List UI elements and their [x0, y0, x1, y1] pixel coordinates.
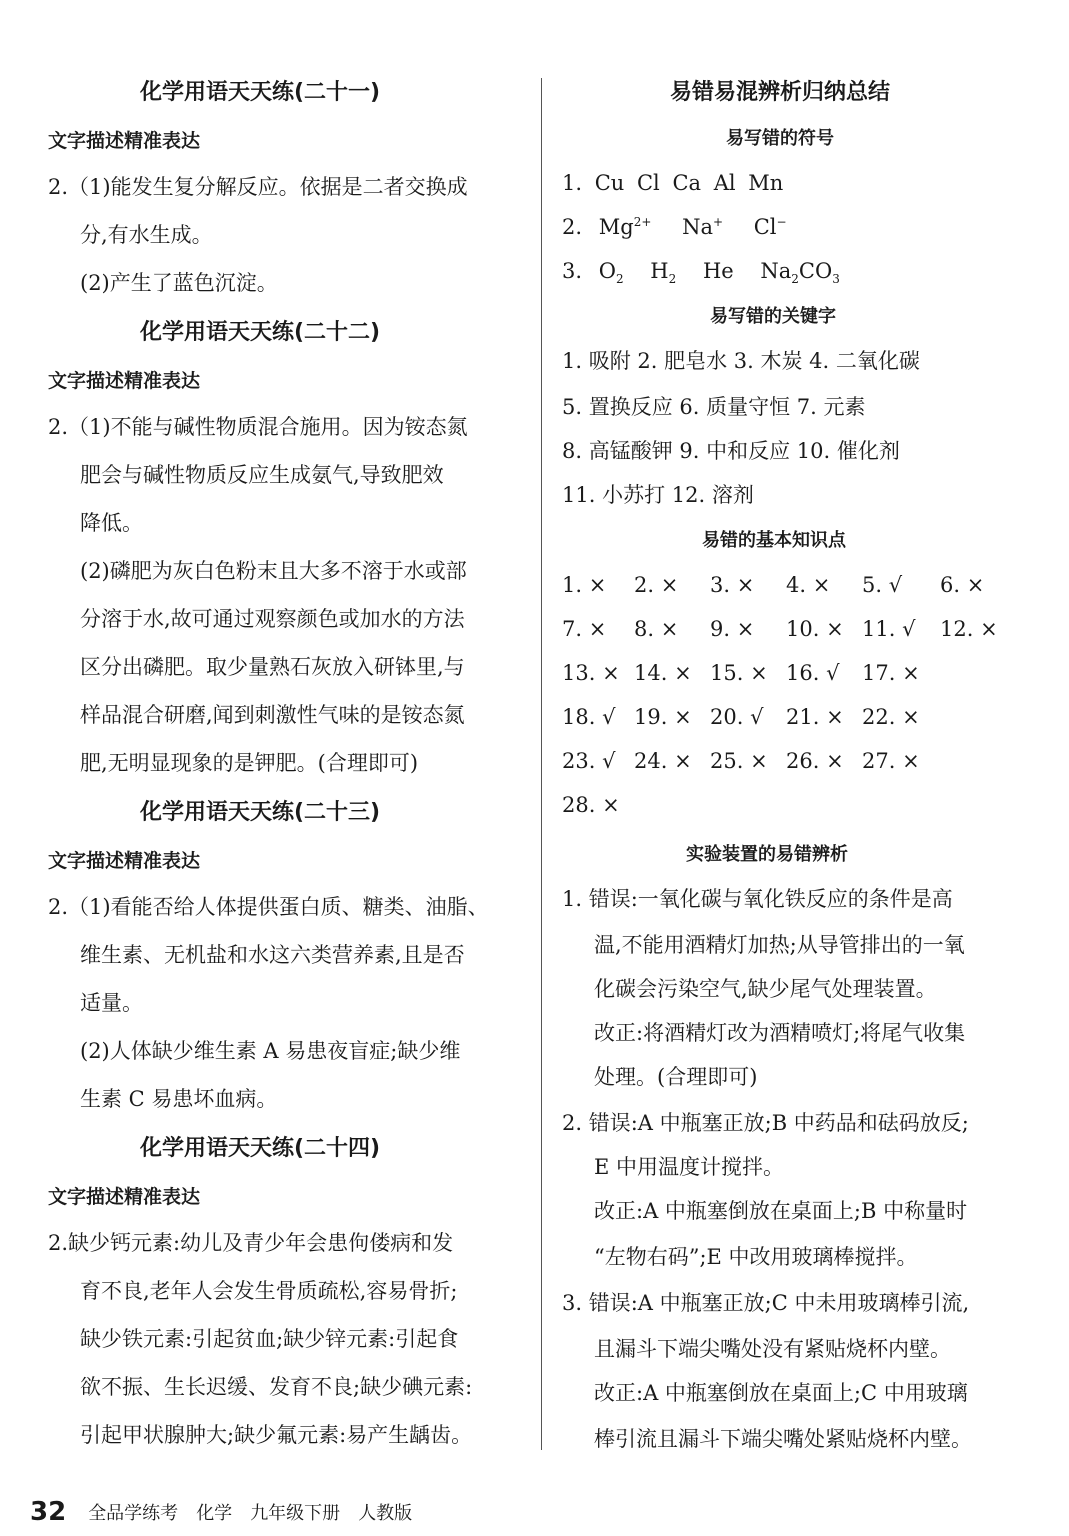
answer-mark: 10. ×: [786, 617, 844, 641]
charge: +: [712, 215, 724, 229]
answer-mark: 5. √: [862, 573, 903, 597]
symbols-line-1: 1. Cu Cl Ca Al Mn: [562, 171, 784, 195]
subscript: 2: [791, 272, 799, 287]
keyword-line: 1. 吸附 2. 肥皂水 3. 木炭 4. 二氧化碳: [562, 349, 920, 373]
subscript: 2: [615, 272, 624, 287]
keyword-line: 8. 高锰酸钾 9. 中和反应 10. 催化剂: [562, 439, 900, 463]
answer-mark: 3. ×: [710, 573, 755, 597]
text-line: 肥,无明显现象的是钾肥。(合理即可): [80, 751, 419, 775]
subheading-apparatus: 实验装置的易错辨析: [686, 844, 848, 865]
section-title-22: 化学用语天天练(二十二): [140, 320, 381, 345]
text-line: 2.（1)能发生复分解反应。依据是二者交换成: [48, 175, 468, 199]
subheading-23: 文字描述精准表达: [48, 850, 201, 872]
answer-mark: 20. √: [710, 705, 764, 729]
text-line: 生素 C 易患坏血病。: [80, 1087, 278, 1111]
section-title-21: 化学用语天天练(二十一): [140, 80, 381, 105]
item-number: 3.: [562, 259, 583, 283]
answer-mark: 28. ×: [562, 793, 620, 817]
item-number: 2.: [562, 215, 583, 239]
subscript: 2: [668, 272, 677, 287]
page-footer: [30, 1492, 430, 1532]
section-title-23: 化学用语天天练(二十三): [140, 800, 381, 825]
formula-part: CO: [798, 259, 833, 283]
text-line: 3. 错误:A 中瓶塞正放;C 中未用玻璃棒引流,: [562, 1291, 970, 1315]
answer-mark: 19. ×: [634, 705, 692, 729]
text-line: 改正:A 中瓶塞倒放在桌面上;B 中称量时: [594, 1199, 968, 1223]
text-line: “左物右码”;E 中改用玻璃棒搅拌。: [594, 1245, 918, 1269]
footer-book: 全品学练考: [88, 1503, 179, 1524]
subheading-keywords: 易写错的关键字: [710, 306, 836, 327]
subscript: 3: [832, 272, 840, 287]
answer-mark: 15. ×: [710, 661, 768, 685]
column-divider: [541, 78, 542, 1450]
text-line: 缺少铁元素:引起贫血;缺少锌元素:引起食: [80, 1327, 459, 1351]
text-line: 改正:A 中瓶塞倒放在桌面上;C 中用玻璃: [594, 1381, 968, 1405]
text-line: (2)产生了蓝色沉淀。: [80, 271, 278, 295]
text-line: 且漏斗下端尖嘴处没有紧贴烧杯内壁。: [594, 1337, 951, 1361]
subheading-24: 文字描述精准表达: [48, 1186, 201, 1208]
text-line: 适量。: [80, 991, 143, 1015]
footer-edition: 人教版: [358, 1503, 413, 1524]
footer-grade: 九年级下册: [250, 1503, 341, 1524]
formula-h2: H: [650, 259, 669, 283]
answer-mark: 18. √: [562, 705, 616, 729]
text-line: 区分出磷肥。取少量熟石灰放入研钵里,与: [80, 655, 465, 679]
text-line: 育不良,老年人会发生骨质疏松,容易骨折;: [80, 1279, 458, 1303]
text-line: (2)磷肥为灰白色粉末且大多不溶于水或部: [80, 559, 467, 583]
answer-mark: 6. ×: [940, 573, 985, 597]
page-number: 32: [30, 1497, 67, 1527]
answer-mark: 12. ×: [940, 617, 998, 641]
ion-na: Na: [682, 215, 713, 239]
ion-cl: Cl: [753, 215, 777, 239]
answer-mark: 25. ×: [710, 749, 768, 773]
footer-subject: 化学: [196, 1503, 233, 1524]
ion-mg: Mg: [598, 215, 634, 239]
subheading-basics: 易错的基本知识点: [702, 530, 846, 551]
answer-mark: 1. ×: [562, 573, 607, 597]
text-line: 化碳会污染空气,缺少尾气处理装置。: [594, 977, 937, 1001]
text-line: 2.缺少钙元素:幼儿及青少年会患佝偻病和发: [48, 1231, 454, 1255]
subheading-21: 文字描述精准表达: [48, 130, 201, 152]
text-line: 肥会与碱性物质反应生成氨气,导致肥效: [80, 463, 444, 487]
text-line: 棒引流且漏斗下端尖嘴处紧贴烧杯内壁。: [594, 1427, 972, 1451]
keyword-line: 11. 小苏打 12. 溶剂: [562, 483, 754, 507]
text-line: 引起甲状腺肿大;缺少氟元素:易产生龋齿。: [80, 1423, 473, 1447]
answer-mark: 8. ×: [634, 617, 679, 641]
charge: −: [776, 215, 787, 229]
answer-mark: 11. √: [862, 617, 916, 641]
answer-mark: 24. ×: [634, 749, 692, 773]
answer-mark: 4. ×: [786, 573, 831, 597]
text-line: 处理。(合理即可): [594, 1065, 758, 1089]
subheading-symbols: 易写错的符号: [726, 128, 834, 149]
answer-mark: 14. ×: [634, 661, 692, 685]
answer-mark: 21. ×: [786, 705, 844, 729]
text-line: 分,有水生成。: [80, 223, 213, 247]
text-line: 2.（1)看能否给人体提供蛋白质、糖类、油脂、: [48, 895, 489, 919]
answer-mark: 13. ×: [562, 661, 620, 685]
answer-mark: 16. √: [786, 661, 840, 685]
symbols-line-2: [562, 212, 787, 242]
keyword-line: 5. 置换反应 6. 质量守恒 7. 元素: [562, 395, 866, 419]
charge: 2+: [633, 215, 652, 229]
text-line: (2)人体缺少维生素 A 易患夜盲症;缺少维: [80, 1039, 461, 1063]
text-line: 分溶于水,故可通过观察颜色或加水的方法: [80, 607, 465, 631]
subheading-22: 文字描述精准表达: [48, 370, 201, 392]
text-line: E 中用温度计搅拌。: [594, 1155, 785, 1179]
answer-mark: 17. ×: [862, 661, 920, 685]
answer-mark: 9. ×: [710, 617, 755, 641]
text-line: 2.（1)不能与碱性物质混合施用。因为铵态氮: [48, 415, 468, 439]
answer-mark: 22. ×: [862, 705, 920, 729]
text-line: 改正:将酒精灯改为酒精喷灯;将尾气收集: [594, 1021, 966, 1045]
text-line: 欲不振、生长迟缓、发育不良;缺少碘元素:: [80, 1375, 473, 1399]
section-title-24: 化学用语天天练(二十四): [140, 1136, 381, 1161]
text-line: 维生素、无机盐和水这六类营养素,且是否: [80, 943, 465, 967]
text-line: 温,不能用酒精灯加热;从导管排出的一氧: [594, 933, 965, 957]
text-line: 2. 错误:A 中瓶塞正放;B 中药品和砝码放反;: [562, 1111, 969, 1135]
formula-o2: O: [598, 259, 616, 283]
answer-mark: 2. ×: [634, 573, 679, 597]
text-line: 1. 错误:一氧化碳与氧化铁反应的条件是高: [562, 887, 953, 911]
formula-na2co3: Na: [760, 259, 792, 283]
answer-mark: 23. √: [562, 749, 616, 773]
summary-title: 易错易混辨析归纳总结: [670, 80, 891, 105]
answer-mark: 7. ×: [562, 617, 607, 641]
text-line: 降低。: [80, 511, 143, 535]
text-line: 样品混合研磨,闻到刺激性气味的是铵态氮: [80, 703, 465, 727]
answer-mark: 27. ×: [862, 749, 920, 773]
formula-he: He: [702, 259, 734, 283]
answer-mark: 26. ×: [786, 749, 844, 773]
symbols-line-3: [562, 256, 840, 286]
